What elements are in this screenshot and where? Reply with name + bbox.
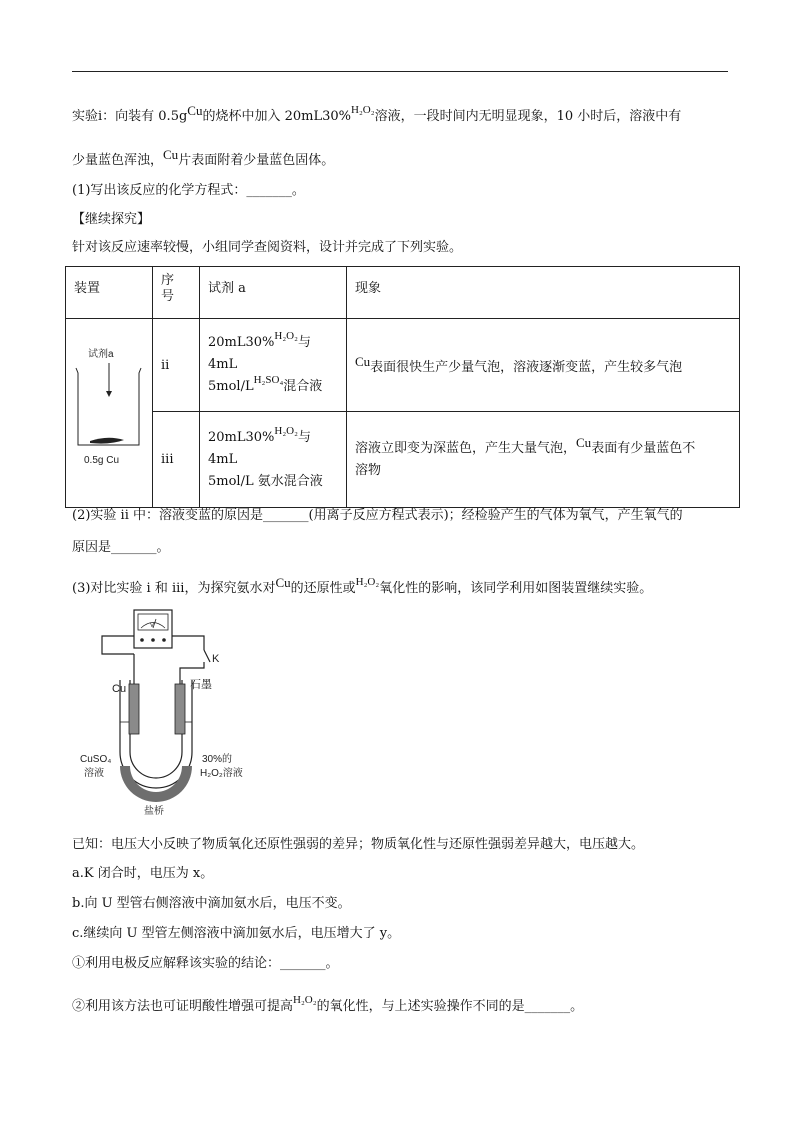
table-header <box>153 267 200 319</box>
phenomenon-line <box>355 437 731 460</box>
known-info: 已知：电压大小反映了物质氧化还原性强弱的差异；物质氧化性与还原性强弱差异越大，电压越大。 <box>72 837 645 852</box>
reagent-line <box>208 424 338 449</box>
switch-label: K <box>212 653 220 665</box>
h2o2-formula: H₂O₂ <box>351 104 375 116</box>
table-row <box>66 412 740 508</box>
step-a: a.K 闭合时，电压为 x。 <box>72 866 214 881</box>
switch-k <box>204 650 210 662</box>
question-1: (1)写出该反应的化学方程式：_______。 <box>72 183 305 198</box>
voltmeter <box>134 610 172 648</box>
sub-question-2 <box>72 994 732 1017</box>
cu-symbol: Cu <box>187 103 203 118</box>
h2o2-formula: H₂O₂ <box>355 576 380 588</box>
q2-line2: 原因是_______。 <box>72 540 170 555</box>
h2o2-formula: H₂O₂ <box>293 994 317 1006</box>
electrochemical-cell-figure <box>72 606 272 824</box>
reagent-text: 混合液 <box>283 379 323 395</box>
sub2-text: 的氧化性，与上述实验操作不同的是_______。 <box>316 999 584 1014</box>
exp-i-line1 <box>72 103 732 127</box>
left-solution-label: CuSO₄ <box>80 754 112 765</box>
cu-symbol: Cu <box>275 575 291 590</box>
reagent-text: 5mol/L <box>208 379 254 395</box>
copper-pieces <box>90 438 124 444</box>
q3-line <box>72 575 732 599</box>
row-id: iii <box>153 412 200 508</box>
salt-bridge-label: 盐桥 <box>144 806 164 817</box>
right-solution-label: H₂O₂溶液 <box>200 768 243 779</box>
reagent-line: 4mL <box>208 451 238 467</box>
step-c: c.继续向 U 型管左侧溶液中滴加氨水后，电压增大了 y。 <box>72 926 401 941</box>
wire-right <box>172 636 204 650</box>
beaker-figure <box>66 319 152 503</box>
reagent-text: 20mL30% <box>208 429 275 445</box>
table-row <box>66 319 740 412</box>
intro-text: 针对该反应速率较慢，小组同学查阅资料，设计并完成了下列实验。 <box>72 240 463 255</box>
q3-text: 的还原性或 <box>290 581 356 596</box>
wire-left <box>102 636 134 654</box>
device-cell <box>66 319 153 508</box>
experiment-table <box>65 266 740 508</box>
phenomenon-text: 表面有少量蓝色不 <box>591 441 696 457</box>
cu-electrode <box>129 684 139 734</box>
reagent-line: 4mL <box>208 357 238 373</box>
sub2-text: ②利用该方法也可证明酸性增强可提高 <box>72 999 294 1014</box>
arrow-down-icon <box>106 391 112 397</box>
table-header-row <box>66 267 740 319</box>
exp-i-line2 <box>72 147 732 171</box>
phenomenon-cell <box>347 412 740 508</box>
graphite-electrode <box>175 684 185 734</box>
exp-i-text: 片表面附着少量蓝色固体。 <box>178 153 335 168</box>
section-title: 【继续探究】 <box>72 212 151 227</box>
q2-line1: (2)实验 ii 中：溶液变蓝的原因是_______(用离子反应方程式表示)；经检验产生的气体为氧气，产生氧气的 <box>72 508 683 523</box>
table-header: 试剂 a <box>200 267 347 319</box>
reagent-text: 与 <box>297 335 311 351</box>
table-header: 现象 <box>347 267 740 319</box>
h2o2-formula: H₂O₂ <box>274 424 298 437</box>
header-rule <box>72 71 728 72</box>
right-solution-label: 30%的 <box>202 754 233 765</box>
h2so4-formula: H₂SO₄ <box>253 374 284 387</box>
cu-symbol: Cu <box>576 435 592 451</box>
terminal <box>140 638 144 642</box>
row-id: ii <box>153 319 200 412</box>
sub-question-1: ①利用电极反应解释该实验的结论：_______。 <box>72 956 339 971</box>
reagent-line <box>208 332 338 354</box>
terminal <box>162 638 166 642</box>
exp-i-text: 溶液，一段时间内无明显现象，10 小时后，溶液中有 <box>374 109 682 124</box>
exp-i-text: 的烧杯中加入 20mL30% <box>202 109 351 124</box>
h2o2-formula: H₂O₂ <box>274 330 298 343</box>
cu-symbol: Cu <box>355 353 371 369</box>
reagent-text: 20mL30% <box>208 335 275 351</box>
phenomenon-cell <box>347 319 740 412</box>
phenomenon-text: 表面很快生产少量气泡，溶液逐渐变蓝，产生较多气泡 <box>370 359 683 375</box>
reagent-line <box>208 376 338 398</box>
cu-label: 0.5g Cu <box>84 455 120 466</box>
reagent-cell <box>200 412 347 508</box>
table-header: 装置 <box>66 267 153 319</box>
meter-symbol: V <box>150 623 155 629</box>
reagent-line: 5mol/L 氨水混合液 <box>208 473 323 489</box>
terminal <box>151 638 155 642</box>
q3-text: (3)对比实验 i 和 iii，为探究氨水对 <box>72 581 276 596</box>
reagent-cell <box>200 319 347 412</box>
step-b: b.向 U 型管右侧溶液中滴加氨水后，电压不变。 <box>72 896 351 911</box>
graphite-label: 石墨 <box>190 679 212 691</box>
header-seq: 序号 <box>161 273 175 304</box>
salt-bridge <box>120 766 192 802</box>
exp-i-text: 少量蓝色浑浊， <box>72 153 164 168</box>
cu-symbol: Cu <box>163 147 179 162</box>
reagent-text: 与 <box>297 429 311 445</box>
phenomenon-text: 溶液立即变为深蓝色，产生大量气泡， <box>355 441 577 457</box>
phenomenon-line: 溶物 <box>355 463 382 479</box>
q3-text: 氧化性的影响，该同学利用如图装置继续实验。 <box>379 581 653 596</box>
cu-electrode-label: Cu <box>112 683 127 695</box>
left-solution-label: 溶液 <box>84 768 104 779</box>
reagent-label: 试剂a <box>88 349 114 360</box>
exp-i-text: 实验ⅰ：向装有 0.5g <box>72 109 188 124</box>
